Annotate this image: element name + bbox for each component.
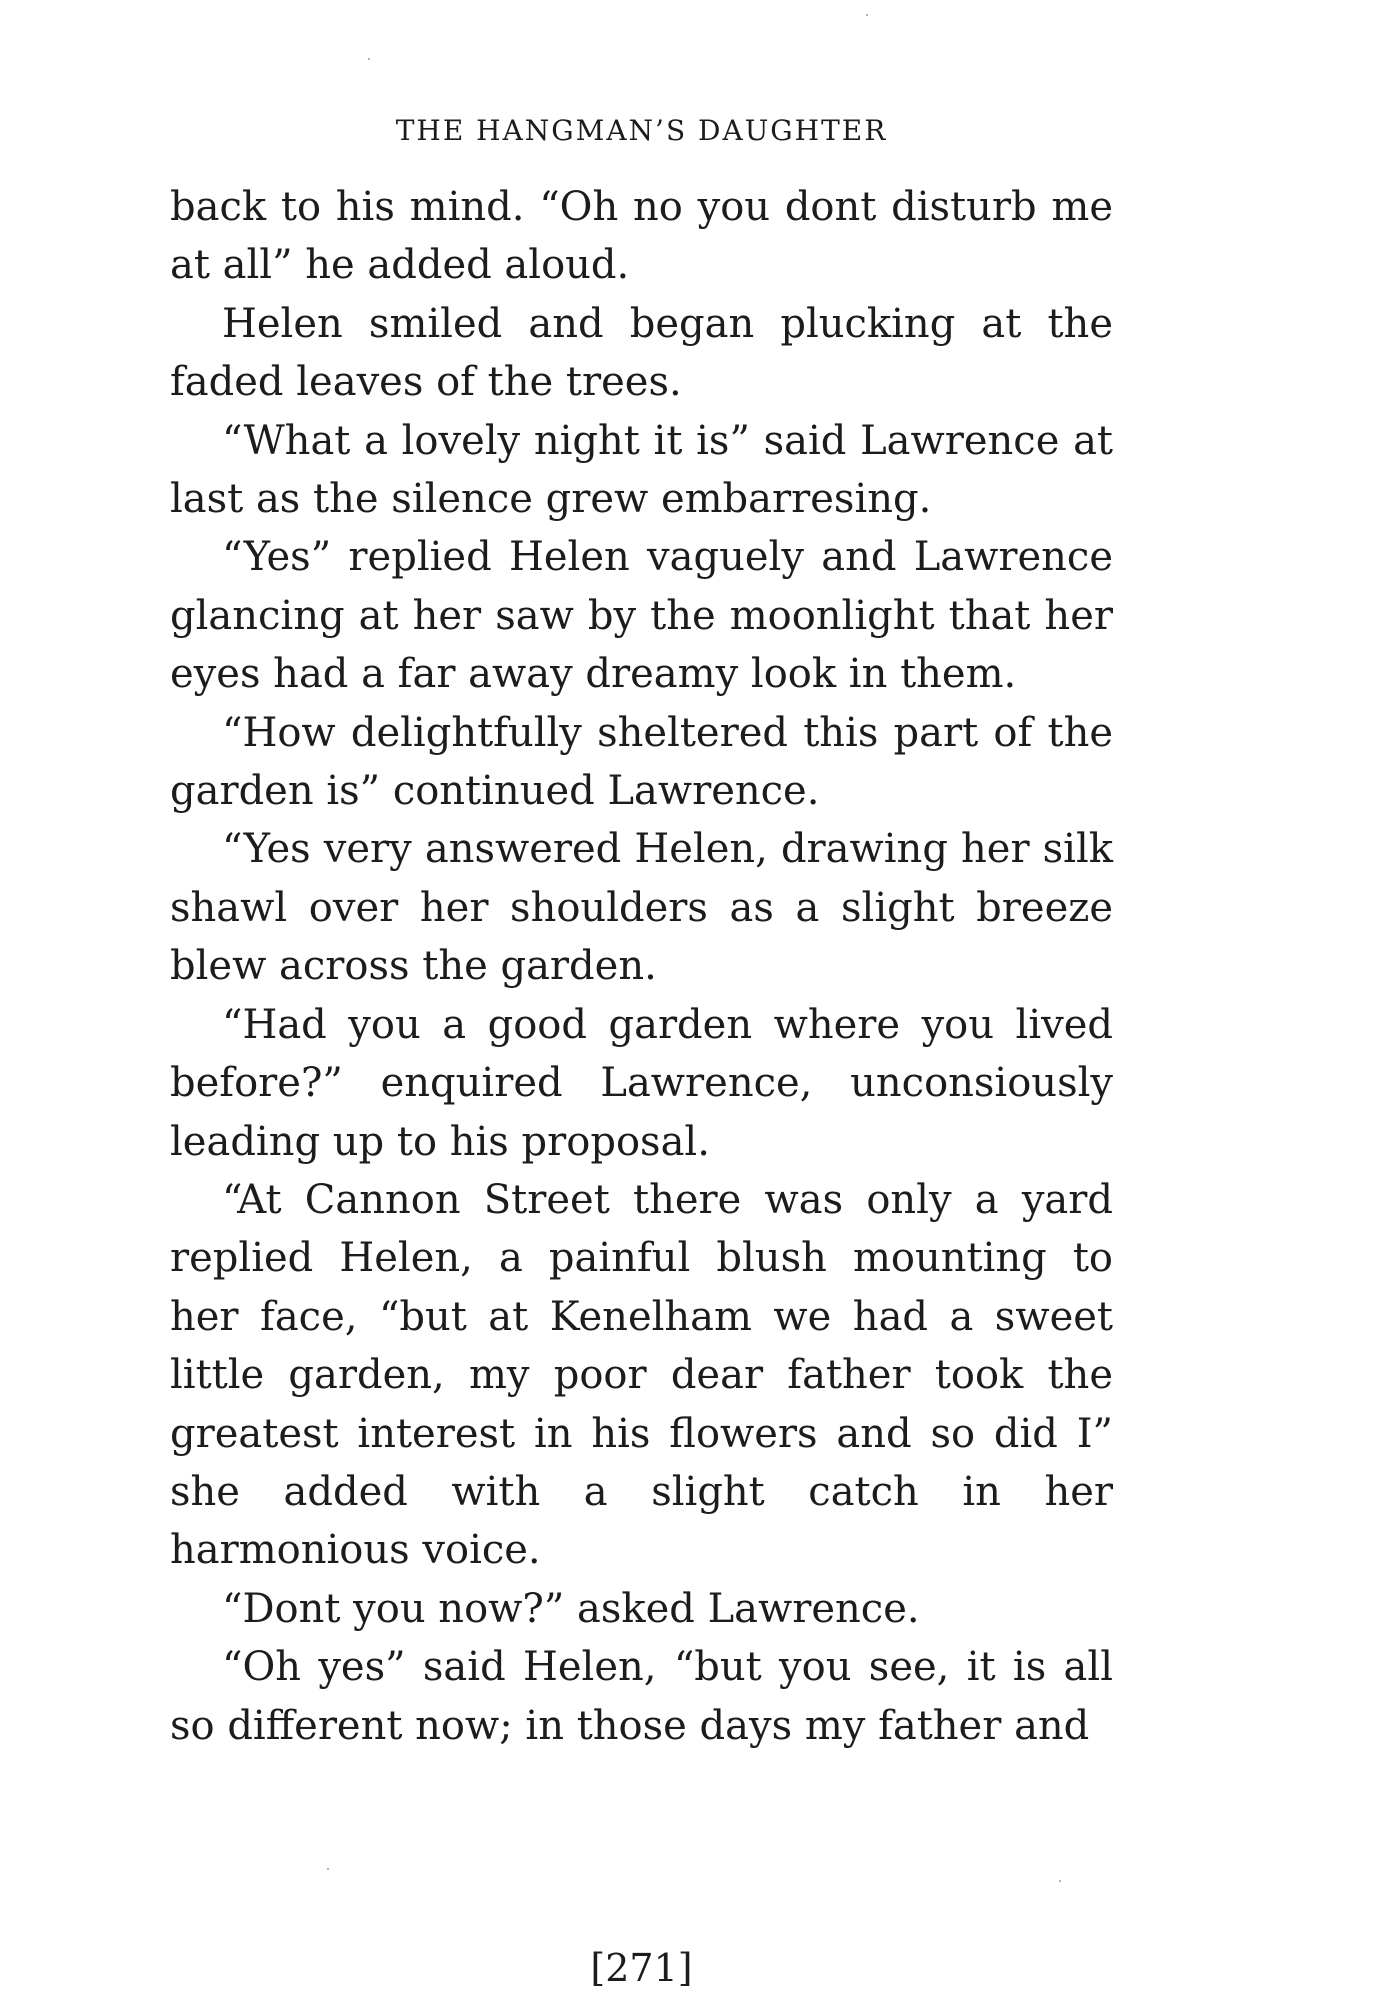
- scan-speck: [866, 14, 868, 16]
- scan-speck: [1059, 1880, 1061, 1882]
- paragraph: “Yes” replied Helen vaguely and Lawrence glancing at her saw by the moonlight that her eyes had a far away dreamy look in them.: [170, 534, 1113, 698]
- scan-speck: [327, 1868, 329, 1870]
- paragraph: “Oh yes” said Helen, “but you see, it is all so different now; in those days my father and: [170, 1644, 1113, 1749]
- scan-speck: [368, 58, 370, 60]
- paragraph: “Yes very answered Helen, drawing her silk shawl over her shoulders as a slight breeze blew across the garden.: [170, 826, 1113, 990]
- running-head: THE HANGMAN’S DAUGHTER: [395, 114, 888, 147]
- body-text: [170, 178, 1113, 1755]
- paragraph: “Dont you now?” asked Lawrence.: [222, 1585, 920, 1632]
- paragraph: “What a lovely night it is” said Lawrence at last as the silence grew embarresing.: [170, 417, 1113, 523]
- paragraph: “Had you a good garden where you lived before?” enquired Lawrence, unconsiously leading up to his proposal.: [170, 1001, 1113, 1165]
- paragraph: Helen smiled and began plucking at the faded leaves of the trees.: [170, 300, 1113, 406]
- paragraph: back to his mind. “Oh no you dont disturb me at all” he added aloud.: [170, 184, 1113, 289]
- page-number: [271]: [590, 1946, 693, 1990]
- paragraph: “At Cannon Street there was only a yard replied Helen, a painful blush mounting to her face, “but at Kenelham we had a sweet little garden, my poor dear father took the greatest interest in his flowers and so did I” she added with a slight catch in her harmonious voice.: [170, 1176, 1113, 1574]
- paragraph: “How delightfully sheltered this part of the garden is” continued Lawrence.: [170, 709, 1113, 815]
